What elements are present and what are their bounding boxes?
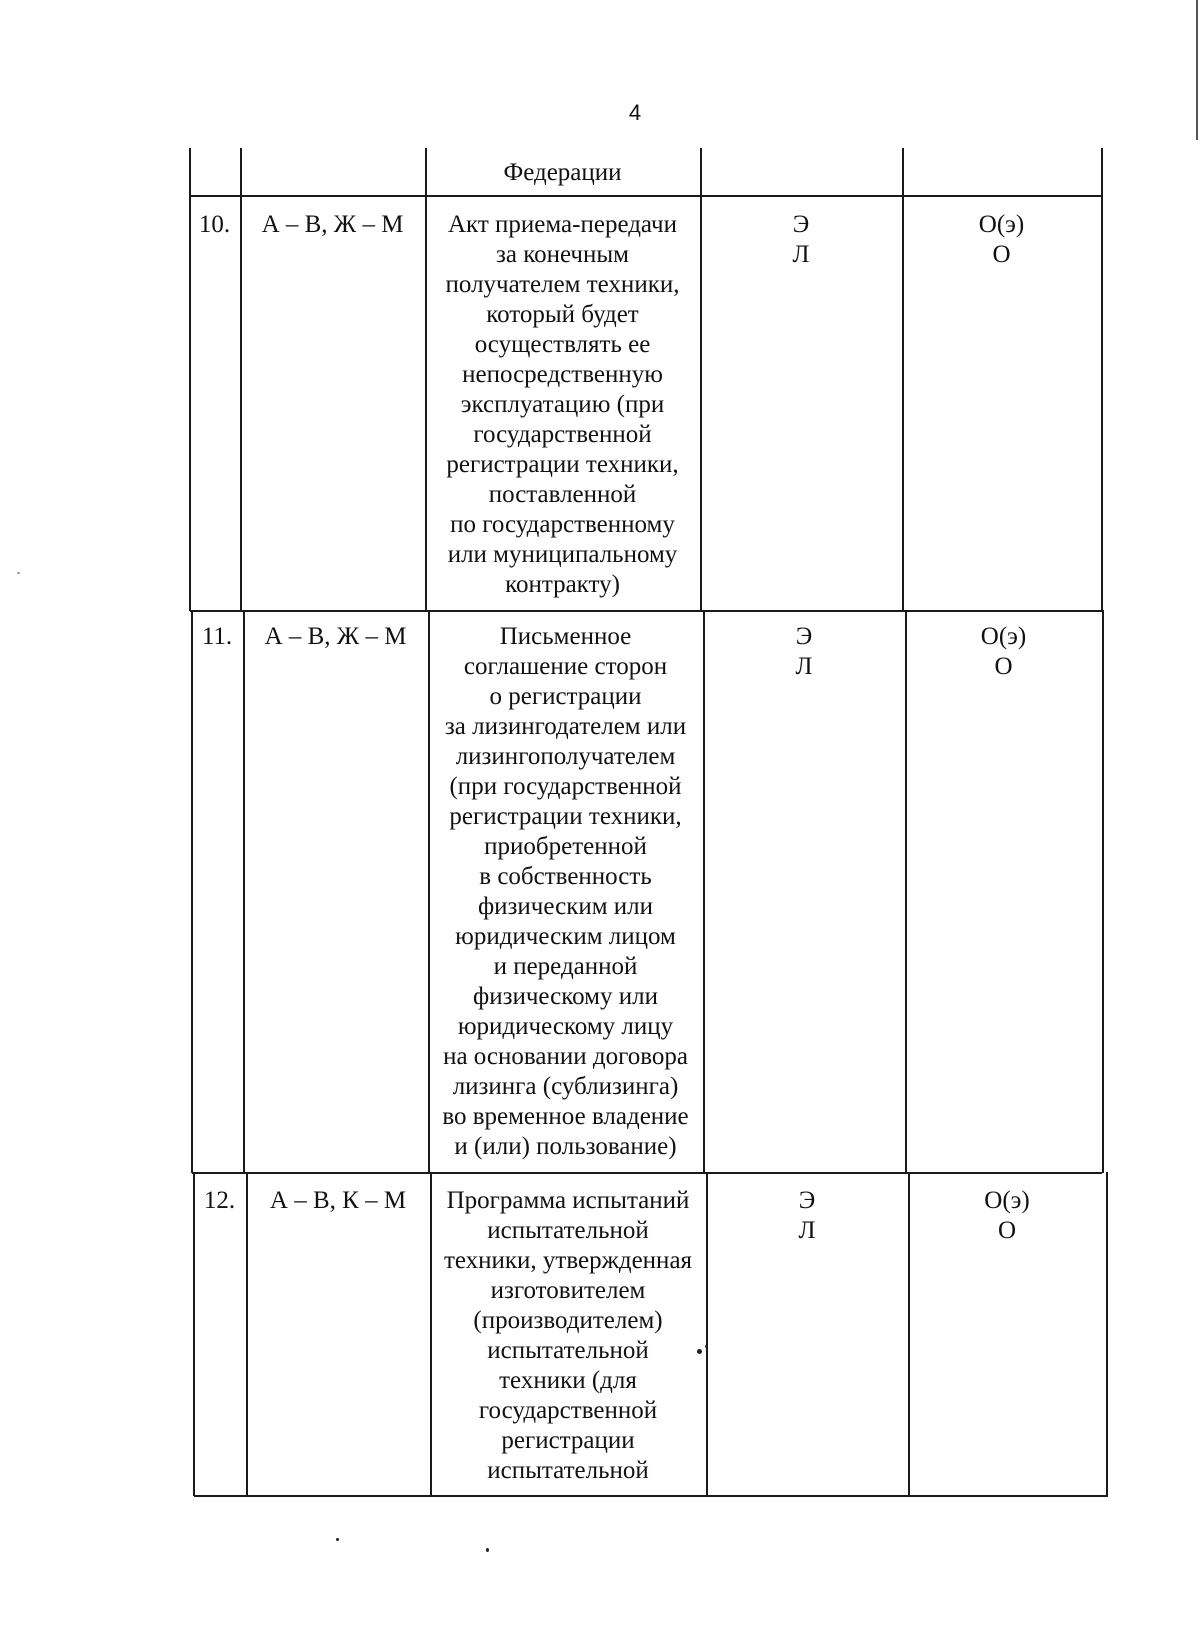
text-line: испытательной [487,1457,649,1484]
text-line: юридическим лицом [455,923,676,950]
text-line: по государственному [450,511,675,538]
text-line: на основании договора [443,1043,688,1070]
text-line: соглашение сторон [463,653,668,680]
status-cell [902,210,1101,270]
text-line: за лизингодателем или [444,713,687,740]
text-line: осуществлять ее [474,331,651,358]
text-line: лизинга (сублизинга) [452,1073,679,1100]
text-line: или муниципальному [447,541,678,568]
form-code: Э [798,1187,816,1214]
text-line: поставленной [488,481,637,508]
text-line: регистрации техники, [449,803,682,830]
text-line: (производителем) [473,1307,663,1334]
status-code: О(э) [984,1187,1030,1214]
text-line: юридическому лицу [457,1013,674,1040]
text-line: контракту) [505,571,620,598]
text-line: о регистрации [489,683,642,710]
categories-cell: А – В, Ж – М [261,211,404,238]
text-line: Акт приема-передачи [448,211,677,238]
text-line: регистрации техники, [446,451,679,478]
text-line: приобретенной [484,833,647,860]
table-bottom-border [194,1495,1108,1497]
text-line: испытательной [487,1217,649,1244]
text-line: за конечным [495,241,630,268]
text-line: испытательной [487,1337,649,1364]
form-code: Л [798,1217,816,1244]
text-line: в собственность [479,863,652,890]
text-line: непосредственную [462,361,663,388]
status-cell [905,622,1102,682]
scan-edge-artifact [1196,0,1198,140]
form-code: Э [795,623,813,650]
text-line: лизингополучателем [455,743,676,770]
page-number: 4 [628,100,642,125]
text-line: получателем техники, [445,271,680,298]
scan-speck [697,1349,702,1354]
column-divider [1101,148,1103,611]
form-code: Л [792,241,810,268]
scan-speck [705,1345,708,1348]
column-divider [243,610,245,1173]
text-line: Программа испытаний [446,1187,690,1214]
document-name-cell [430,1186,706,1486]
column-divider [191,610,193,1173]
status-code: О(э) [978,211,1025,238]
document-name-cell [428,622,703,1162]
row-divider [192,1172,1102,1174]
status-code: О [992,241,1011,268]
status-cell [908,1186,1106,1246]
text-line: эксплуатацию (при [460,391,665,418]
row-divider [190,610,1102,612]
text-line: техники, утвержденная [443,1247,693,1274]
categories-cell: А – В, К – М [269,1187,407,1214]
text-line: который будет [486,301,639,328]
row-divider [190,195,1102,197]
text-line: физическому или [473,983,658,1010]
text-line: государственной [473,421,652,448]
status-code: О [994,653,1013,680]
text-line: Письменное [499,623,632,650]
form-cell [700,210,902,270]
text-line: физическим или [477,893,654,920]
scan-speck [336,1538,339,1541]
status-code: О(э) [980,623,1027,650]
categories-cell: А – В, Ж – М [264,623,407,650]
text-line: государственной [478,1397,658,1424]
text-line: и переданной [493,953,638,980]
row-number: 10. [198,211,231,238]
continuation-cell: Федерации [503,159,622,186]
text-line: (при государственной [449,773,682,800]
row-number: 11. [201,623,233,650]
text-line: изготовителем [490,1277,646,1304]
text-line: регистрации [501,1427,635,1454]
scan-speck [486,1548,489,1552]
form-code: Э [792,211,810,238]
document-name-cell [425,210,700,600]
column-divider [905,610,907,1173]
form-cell [706,1186,908,1246]
column-divider [1102,610,1104,1173]
scan-speck [17,572,20,574]
row-number: 12. [203,1187,236,1214]
form-code: Л [795,653,813,680]
text-line: во временное владение [442,1103,689,1130]
text-line: техники (для [499,1367,637,1394]
column-divider [246,1172,248,1496]
column-divider [193,1172,195,1496]
status-code: О [997,1217,1017,1244]
form-cell [703,622,905,682]
text-line: и (или) пользование) [454,1133,677,1160]
column-divider [703,610,705,1173]
column-divider [1106,1172,1108,1496]
